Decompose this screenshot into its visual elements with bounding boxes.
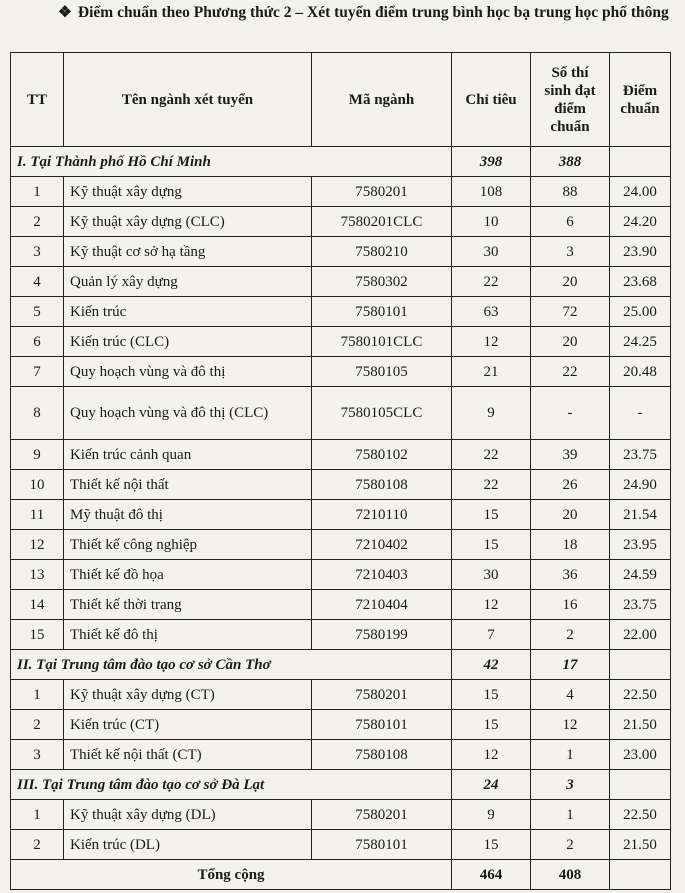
- row-tt: 2: [11, 830, 64, 860]
- section-title: I. Tại Thành phố Hồ Chí Minh: [11, 147, 452, 177]
- row-code: 7210402: [312, 530, 452, 560]
- row-score: 24.90: [610, 470, 671, 500]
- row-code: 7580210: [312, 237, 452, 267]
- row-score: 20.48: [610, 357, 671, 387]
- row-score: 23.90: [610, 237, 671, 267]
- section-quota: 24: [452, 770, 531, 800]
- table-row: [11, 440, 671, 470]
- row-tt: 2: [11, 207, 64, 237]
- section-title: III. Tại Trung tâm đào tạo cơ sở Đà Lạt: [11, 770, 452, 800]
- total-score-empty: [610, 860, 671, 890]
- row-tt: 1: [11, 800, 64, 830]
- row-name: Quy hoạch vùng và đô thị: [64, 357, 312, 387]
- row-tt: 2: [11, 710, 64, 740]
- row-score: -: [610, 387, 671, 440]
- row-passed: 1: [531, 740, 610, 770]
- row-name: Kỹ thuật xây dựng (DL): [64, 800, 312, 830]
- row-name: Kỹ thuật xây dựng: [64, 177, 312, 207]
- row-tt: 12: [11, 530, 64, 560]
- row-passed: 72: [531, 297, 610, 327]
- header-name: Tên ngành xét tuyển: [64, 53, 312, 147]
- row-quota: 30: [452, 560, 531, 590]
- row-score: 22.50: [610, 800, 671, 830]
- row-code: 7210110: [312, 500, 452, 530]
- row-name: Thiết kế công nghiệp: [64, 530, 312, 560]
- row-tt: 6: [11, 327, 64, 357]
- row-score: 24.25: [610, 327, 671, 357]
- row-code: 7580201: [312, 800, 452, 830]
- row-code: 7580302: [312, 267, 452, 297]
- row-score: 23.68: [610, 267, 671, 297]
- table-row: [11, 177, 671, 207]
- table-row: [11, 327, 671, 357]
- row-tt: 14: [11, 590, 64, 620]
- row-tt: 1: [11, 177, 64, 207]
- row-tt: 10: [11, 470, 64, 500]
- table-row: [11, 237, 671, 267]
- row-name: Kiến trúc (CT): [64, 710, 312, 740]
- total-label: Tổng cộng: [11, 860, 452, 890]
- row-code: 7580105CLC: [312, 387, 452, 440]
- section-heading: [14, 2, 674, 24]
- row-passed: 20: [531, 267, 610, 297]
- table-row: [11, 297, 671, 327]
- row-score: 23.75: [610, 440, 671, 470]
- table-row: [11, 740, 671, 770]
- row-passed: 18: [531, 530, 610, 560]
- table-row: [11, 710, 671, 740]
- row-code: 7580108: [312, 470, 452, 500]
- row-quota: 21: [452, 357, 531, 387]
- table-body: [11, 147, 671, 890]
- row-code: 7210404: [312, 590, 452, 620]
- row-quota: 9: [452, 387, 531, 440]
- row-tt: 7: [11, 357, 64, 387]
- row-name: Kỹ thuật xây dựng (CT): [64, 680, 312, 710]
- row-quota: 22: [452, 267, 531, 297]
- row-passed: 4: [531, 680, 610, 710]
- row-passed: 26: [531, 470, 610, 500]
- header-tt: TT: [11, 53, 64, 147]
- table-row: [11, 207, 671, 237]
- row-score: 24.00: [610, 177, 671, 207]
- row-name: Kỹ thuật xây dựng (CLC): [64, 207, 312, 237]
- section-passed: 17: [531, 650, 610, 680]
- row-passed: 2: [531, 830, 610, 860]
- row-code: 7580201: [312, 177, 452, 207]
- row-tt: 13: [11, 560, 64, 590]
- row-name: Quy hoạch vùng và đô thị (CLC): [64, 387, 312, 440]
- table-row: [11, 830, 671, 860]
- row-code: 7580199: [312, 620, 452, 650]
- table-row: [11, 500, 671, 530]
- row-code: 7580101: [312, 297, 452, 327]
- row-quota: 15: [452, 500, 531, 530]
- admission-score-table: [10, 52, 671, 890]
- row-name: Kỹ thuật cơ sở hạ tầng: [64, 237, 312, 267]
- row-passed: 3: [531, 237, 610, 267]
- row-passed: 6: [531, 207, 610, 237]
- row-quota: 7: [452, 620, 531, 650]
- row-name: Thiết kế nội thất: [64, 470, 312, 500]
- row-code: 7580105: [312, 357, 452, 387]
- row-code: 7580108: [312, 740, 452, 770]
- row-score: 22.50: [610, 680, 671, 710]
- row-score: 23.00: [610, 740, 671, 770]
- row-quota: 10: [452, 207, 531, 237]
- row-quota: 15: [452, 830, 531, 860]
- section-row: [11, 147, 671, 177]
- total-quota: 464: [452, 860, 531, 890]
- row-quota: 63: [452, 297, 531, 327]
- row-score: 24.20: [610, 207, 671, 237]
- row-passed: 36: [531, 560, 610, 590]
- table-row: [11, 267, 671, 297]
- table-row: [11, 530, 671, 560]
- row-passed: 1: [531, 800, 610, 830]
- row-quota: 15: [452, 710, 531, 740]
- total-row: [11, 860, 671, 890]
- row-tt: 5: [11, 297, 64, 327]
- diamond-bullet-icon: ❖: [58, 4, 72, 21]
- row-quota: 12: [452, 590, 531, 620]
- row-passed: 20: [531, 327, 610, 357]
- row-tt: 3: [11, 237, 64, 267]
- row-quota: 9: [452, 800, 531, 830]
- row-name: Kiến trúc: [64, 297, 312, 327]
- row-name: Thiết kế đồ họa: [64, 560, 312, 590]
- row-score: 25.00: [610, 297, 671, 327]
- header-passed: Số thí sinh đạt điểm chuẩn: [531, 53, 610, 147]
- row-code: 7580101: [312, 830, 452, 860]
- row-name: Quản lý xây dựng: [64, 267, 312, 297]
- table-row: [11, 800, 671, 830]
- table-row: [11, 680, 671, 710]
- table-row: [11, 560, 671, 590]
- row-tt: 9: [11, 440, 64, 470]
- table-row: [11, 470, 671, 500]
- row-name: Mỹ thuật đô thị: [64, 500, 312, 530]
- header-row: [11, 53, 671, 147]
- row-score: 21.54: [610, 500, 671, 530]
- section-score-empty: [610, 650, 671, 680]
- row-score: 22.00: [610, 620, 671, 650]
- row-code: 7580101: [312, 710, 452, 740]
- section-row: [11, 650, 671, 680]
- section-passed: 3: [531, 770, 610, 800]
- row-quota: 15: [452, 530, 531, 560]
- row-code: 7580101CLC: [312, 327, 452, 357]
- row-tt: 8: [11, 387, 64, 440]
- row-name: Kiến trúc (CLC): [64, 327, 312, 357]
- row-score: 23.95: [610, 530, 671, 560]
- row-tt: 3: [11, 740, 64, 770]
- header-code: Mã ngành: [312, 53, 452, 147]
- row-code: 7580102: [312, 440, 452, 470]
- row-quota: 108: [452, 177, 531, 207]
- row-tt: 15: [11, 620, 64, 650]
- row-passed: 16: [531, 590, 610, 620]
- section-row: [11, 770, 671, 800]
- row-score: 21.50: [610, 830, 671, 860]
- row-tt: 1: [11, 680, 64, 710]
- row-name: Thiết kế nội thất (CT): [64, 740, 312, 770]
- row-code: 7210403: [312, 560, 452, 590]
- row-score: 21.50: [610, 710, 671, 740]
- table-row: [11, 387, 671, 440]
- row-name: Thiết kế thời trang: [64, 590, 312, 620]
- row-tt: 4: [11, 267, 64, 297]
- row-passed: 2: [531, 620, 610, 650]
- row-quota: 30: [452, 237, 531, 267]
- table-row: [11, 357, 671, 387]
- table-row: [11, 590, 671, 620]
- row-score: 24.59: [610, 560, 671, 590]
- row-name: Kiến trúc cảnh quan: [64, 440, 312, 470]
- total-passed: 408: [531, 860, 610, 890]
- row-quota: 15: [452, 680, 531, 710]
- row-passed: -: [531, 387, 610, 440]
- row-quota: 12: [452, 740, 531, 770]
- row-passed: 88: [531, 177, 610, 207]
- section-score-empty: [610, 147, 671, 177]
- heading-text: Điểm chuẩn theo Phương thức 2 – Xét tuyển điểm trung bình học bạ trung học phổ thông: [77, 4, 669, 21]
- section-passed: 388: [531, 147, 610, 177]
- table-row: [11, 620, 671, 650]
- row-passed: 20: [531, 500, 610, 530]
- header-score: Điểm chuẩn: [610, 53, 671, 147]
- row-passed: 39: [531, 440, 610, 470]
- row-name: Kiến trúc (DL): [64, 830, 312, 860]
- section-title: II. Tại Trung tâm đào tạo cơ sở Cần Thơ: [11, 650, 452, 680]
- section-quota: 42: [452, 650, 531, 680]
- row-passed: 12: [531, 710, 610, 740]
- row-quota: 12: [452, 327, 531, 357]
- section-score-empty: [610, 770, 671, 800]
- row-passed: 22: [531, 357, 610, 387]
- row-tt: 11: [11, 500, 64, 530]
- row-quota: 22: [452, 470, 531, 500]
- row-code: 7580201CLC: [312, 207, 452, 237]
- row-code: 7580201: [312, 680, 452, 710]
- row-name: Thiết kế đô thị: [64, 620, 312, 650]
- row-score: 23.75: [610, 590, 671, 620]
- row-quota: 22: [452, 440, 531, 470]
- header-quota: Chỉ tiêu: [452, 53, 531, 147]
- section-quota: 398: [452, 147, 531, 177]
